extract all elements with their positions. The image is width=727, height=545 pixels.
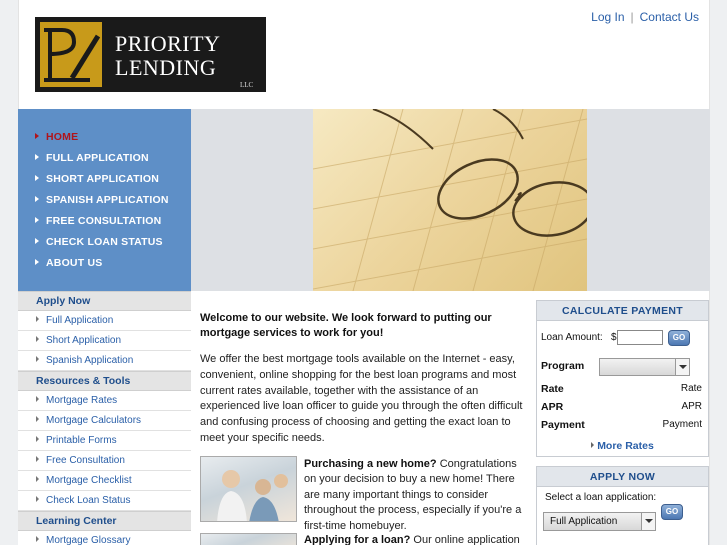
family-photo	[200, 456, 297, 522]
nav-item-about-us[interactable]	[35, 257, 102, 269]
nav-arrow-icon	[35, 259, 39, 265]
calculate-payment-panel	[536, 300, 709, 457]
apply-now-title: APPLY NOW	[537, 467, 708, 487]
bullet-arrow-icon	[36, 416, 39, 422]
login-link[interactable]: Log In	[591, 10, 625, 24]
sidebar-item-label: Short Application	[46, 335, 122, 346]
application-select-value: Full Application	[550, 516, 618, 527]
loan-amount-input[interactable]	[617, 330, 663, 345]
logo[interactable]	[35, 17, 266, 92]
sidebar-heading-learning-center: Learning Center	[18, 511, 191, 531]
bullet-arrow-icon	[36, 356, 39, 362]
logo-monogram	[40, 22, 102, 87]
application-select[interactable]	[543, 512, 656, 531]
bullet-arrow-icon	[36, 476, 39, 482]
top-links	[591, 10, 699, 24]
sidebar-item-full-application[interactable]	[18, 311, 191, 331]
intro-paragraph: We offer the best mortgage tools available on the Internet - easy, convenient, online shopping for the best loan programs and most current rates available, together with the assistance of an experienced live loan officer to guide you through the often difficult and confusing process of choosing and getting the exact loan to meet your specific needs.	[200, 353, 523, 444]
nav-label: ABOUT US	[46, 257, 103, 269]
calculate-payment-title: CALCULATE PAYMENT	[537, 301, 708, 321]
sidebar-item-spanish-application[interactable]	[18, 351, 191, 371]
nav-label: SPANISH APPLICATION	[46, 194, 169, 206]
nav-arrow-icon	[35, 133, 39, 139]
sidebar-item-free-consultation[interactable]	[18, 451, 191, 471]
nav-item-spanish-application[interactable]	[35, 194, 169, 206]
bullet-arrow-icon	[36, 456, 39, 462]
sidebar-item-label: Mortgage Glossary	[46, 535, 131, 545]
payment-value: Payment	[662, 419, 702, 430]
chevron-down-icon	[641, 513, 655, 530]
nav-item-home[interactable]	[35, 131, 78, 143]
nav-item-check-loan-status[interactable]	[35, 236, 163, 248]
calc-go-button[interactable]: GO	[668, 330, 690, 346]
more-rates-link[interactable]	[537, 440, 708, 452]
main-nav	[18, 109, 191, 291]
bullet-arrow-icon	[36, 436, 39, 442]
welcome-heading: Welcome to our website. We look forward to putting our mortgage services to work for you!	[200, 312, 492, 339]
sidebar-item-label: Spanish Application	[46, 355, 134, 366]
bullet-arrow-icon	[36, 316, 39, 322]
sidebar-item-label: Free Consultation	[46, 455, 125, 466]
nav-label: SHORT APPLICATION	[46, 173, 160, 185]
sidebar-heading-resources: Resources & Tools	[18, 371, 191, 391]
nav-arrow-icon	[35, 196, 39, 202]
sidebar-item-label: Mortgage Calculators	[46, 415, 142, 426]
sidebar-item-check-loan-status[interactable]	[18, 491, 191, 511]
bullet-arrow-icon	[36, 336, 39, 342]
nav-arrow-icon	[35, 238, 39, 244]
bullet-arrow-icon	[591, 442, 594, 448]
nav-item-free-consultation[interactable]	[35, 215, 161, 227]
banner-image	[313, 109, 587, 291]
nav-item-short-application[interactable]	[35, 173, 159, 185]
sidebar-heading-apply-now: Apply Now	[18, 291, 191, 311]
sidebar-item-label: Check Loan Status	[46, 495, 131, 506]
nav-label: CHECK LOAN STATUS	[46, 236, 163, 248]
blurb-text: Congratulations on your decision to buy a new home! There are many important things to consider throughout the process, especially if you're a first-time homebuyer.	[304, 458, 522, 532]
apr-value: APR	[681, 401, 702, 412]
payment-label: Payment	[541, 419, 585, 431]
blurb-title[interactable]: Purchasing a new home?	[304, 458, 437, 470]
nav-label: HOME	[46, 131, 79, 143]
sidebar-item-label: Mortgage Rates	[46, 395, 118, 406]
nav-arrow-icon	[35, 154, 39, 160]
logo-text-lending: LENDING	[115, 55, 217, 80]
logo-suffix: LLC	[240, 81, 254, 89]
rate-value: Rate	[680, 383, 702, 394]
loan-amount-label: Loan Amount:	[541, 332, 603, 343]
more-rates-label: More Rates	[597, 440, 654, 452]
nav-arrow-icon	[35, 217, 39, 223]
rate-label: Rate	[541, 383, 564, 395]
logo-text-priority: PRIORITY	[115, 31, 221, 56]
nav-label: FULL APPLICATION	[46, 152, 149, 164]
currency-symbol: $	[611, 332, 617, 343]
apply-now-panel	[536, 466, 709, 545]
sidebar-item-mortgage-calculators[interactable]	[18, 411, 191, 431]
apr-label: APR	[541, 401, 564, 413]
sidebar-item-short-application[interactable]	[18, 331, 191, 351]
bullet-arrow-icon	[36, 496, 39, 502]
apply-prompt: Select a loan application:	[545, 492, 657, 503]
sidebar-item-label: Mortgage Checklist	[46, 475, 132, 486]
program-label: Program	[541, 360, 585, 372]
program-select[interactable]	[599, 358, 690, 376]
nav-label: FREE CONSULTATION	[46, 215, 162, 227]
apply-go-button[interactable]: GO	[661, 504, 683, 520]
nav-arrow-icon	[35, 175, 39, 181]
bullet-arrow-icon	[36, 396, 39, 402]
blurb-applying	[304, 533, 528, 545]
blurb-purchasing	[304, 457, 528, 534]
sidebar-item-mortgage-glossary[interactable]	[18, 531, 191, 545]
sidebar-item-label: Printable Forms	[46, 435, 117, 446]
blurb-title[interactable]: Applying for a loan?	[304, 534, 411, 545]
sidebar-item-mortgage-rates[interactable]	[18, 391, 191, 411]
applicant-photo	[200, 533, 297, 545]
sidebar-item-label: Full Application	[46, 315, 114, 326]
nav-item-full-application[interactable]	[35, 152, 149, 164]
top-links-separator: |	[630, 10, 634, 24]
contact-link[interactable]: Contact Us	[639, 10, 699, 24]
sidebar-item-mortgage-checklist[interactable]	[18, 471, 191, 491]
sidebar-item-printable-forms[interactable]	[18, 431, 191, 451]
blurb-text: Our online application	[410, 534, 520, 545]
bullet-arrow-icon	[36, 536, 39, 542]
chevron-down-icon	[675, 359, 689, 375]
